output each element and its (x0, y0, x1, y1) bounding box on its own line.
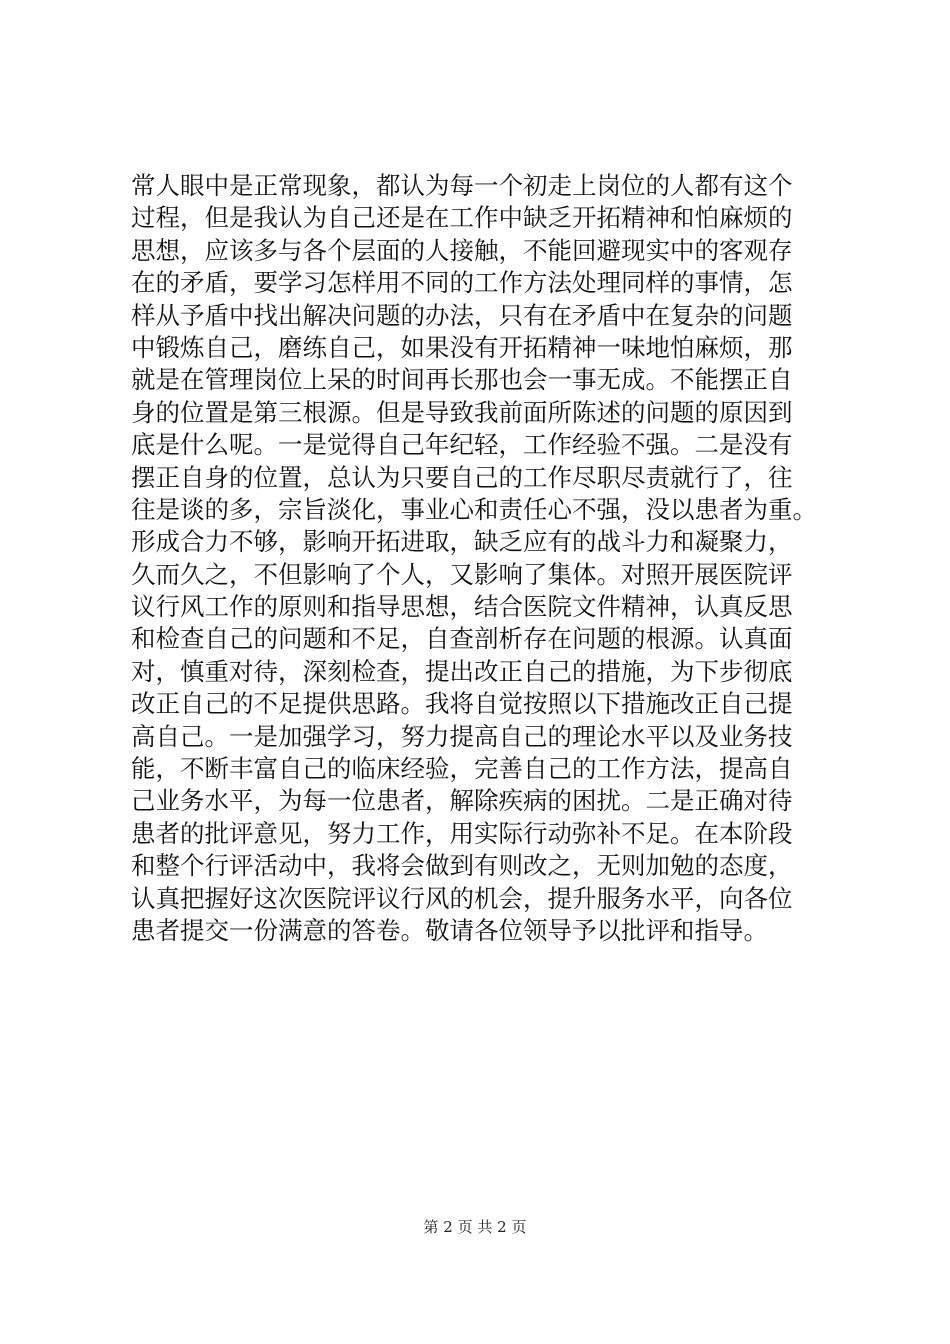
text-line: 在的矛盾，要学习怎样用不同的工作方法处理同样的事情，怎 (131, 268, 793, 298)
text-line: 高自己。一是加强学习，努力提高自己的理论水平以及业务技 (131, 721, 793, 751)
body-paragraph (131, 170, 841, 947)
text-line: 往是谈的多，宗旨淡化，事业心和责任心不强，没以患者为重。 (131, 494, 817, 524)
text-line: 能，不断丰富自己的临床经验，完善自己的工作方法，提高自 (131, 754, 793, 784)
text-line: 底是什么呢。一是觉得自己年纪轻，工作经验不强。二是没有 (131, 430, 793, 460)
text-line: 和检查自己的问题和不足，自查剖析存在问题的根源。认真面 (131, 624, 793, 654)
text-line: 患者提交一份满意的答卷。敬请各位领导予以批评和指导。 (131, 915, 768, 945)
text-line: 和整个行评活动中，我将会做到有则改之，无则加勉的态度， (131, 851, 793, 881)
text-line: 议行风工作的原则和指导思想，结合医院文件精神，认真反思 (131, 592, 793, 622)
text-line: 样从予盾中找出解决问题的办法，只有在矛盾中在复杂的问题 (131, 300, 793, 330)
text-line: 过程，但是我认为自己还是在工作中缺乏开拓精神和怕麻烦的 (131, 203, 793, 233)
text-line: 患者的批评意见，努力工作，用实际行动弥补不足。在本阶段 (131, 818, 793, 848)
text-line: 对，慎重对待，深刻检查，提出改正自己的措施，为下步彻底 (131, 656, 793, 686)
text-line: 认真把握好这次医院评议行风的机会，提升服务水平，向各位 (131, 883, 793, 913)
text-line: 久而久之，不但影响了个人，又影响了集体。对照开展医院评 (131, 559, 793, 589)
text-line: 常人眼中是正常现象，都认为每一个初走上岗位的人都有这个 (131, 171, 793, 200)
text-line: 中锻炼自己，磨练自己，如果没有开拓精神一味地怕麻烦，那 (131, 332, 793, 362)
text-line: 改正自己的不足提供思路。我将自觉按照以下措施改正自己提 (131, 689, 793, 719)
text-line: 就是在管理岗位上呆的时间再长那也会一事无成。不能摆正自 (131, 365, 793, 395)
text-line: 摆正自身的位置，总认为只要自己的工作尽职尽责就行了，往 (131, 462, 793, 492)
text-line: 己业务水平，为每一位患者，解除疾病的困扰。二是正确对待 (131, 786, 793, 816)
text-line: 身的位置是第三根源。但是导致我前面所陈述的问题的原因到 (131, 397, 793, 427)
text-line: 思想，应该多与各个层面的人接触，不能回避现实中的客观存 (131, 235, 793, 265)
page-number-footer: 第 2 页 共 2 页 (423, 1218, 527, 1236)
text-line: 形成合力不够，影响开拓进取，缺乏应有的战斗力和凝聚力， (131, 527, 793, 557)
